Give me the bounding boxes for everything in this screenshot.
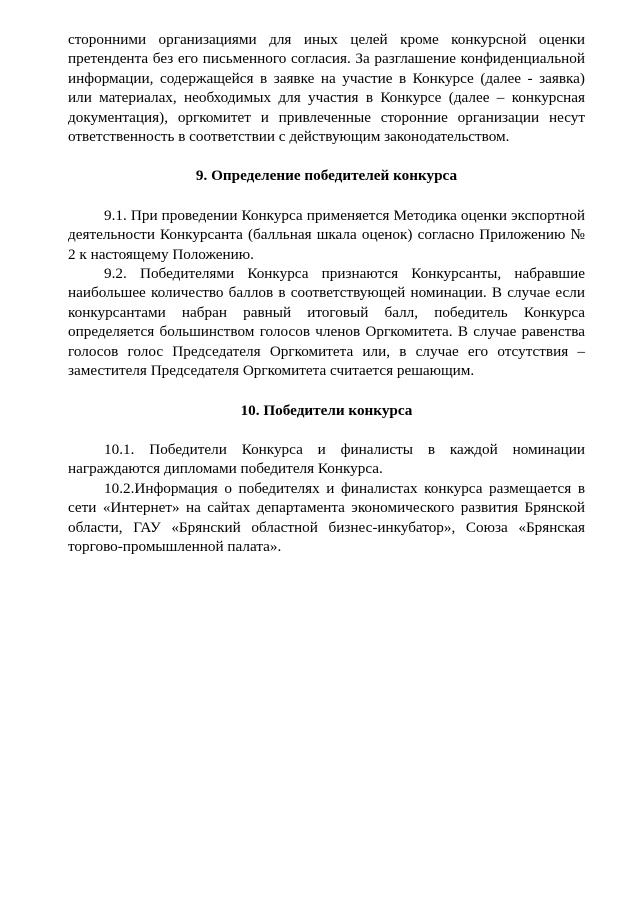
- document-page: [68, 30, 585, 556]
- section-10-heading: 10. Победители конкурса: [240, 401, 413, 419]
- section-9-heading: 9. Определение победителей конкурса: [195, 167, 458, 185]
- paragraph-9-1: 9.1. При проведении Конкурса применяется Методика оценки экспортной деятельности Конкурсанта (балльная шкала оценок) согласно Приложению № 2 к настоящему Положению.: [68, 206, 585, 263]
- paragraph-10-1: 10.1. Победители Конкурса и финалисты в каждой номинации награждаются дипломами победителя Конкурса.: [68, 440, 585, 478]
- paragraph-9-2: 9.2. Победителями Конкурса признаются Конкурсанты, набравшие наибольшее количество баллов в соответствующей номинации. В случае если конкурсантами набран равный итоговый балл, победитель Конкурса определяется большинством голосов членов Оргкомитета. В случае равенства голосов голос Председателя Оргкомитета или, в случае его отсутствия – заместителя Председателя Оргкомитета считается решающим.: [68, 265, 585, 380]
- paragraph-10-2: 10.2.Информация о победителях и финалистах конкурса размещается в сети «Интернет» на сайтах департамента экономического развития Брянской области, ГАУ «Брянский областной бизнес-инкубатор», Союза «Брянская торгово-промышленной палата».: [68, 479, 585, 555]
- intro-paragraph: сторонними организациями для иных целей кроме конкурсной оценки претендента без его письменного согласия. За разглашение конфиденциальной информации, содержащейся в заявке на участие в Конкурсе (далее - заявка) или материалах, необходимых для участия в Конкурсе (далее – конкурсная документация), оргкомитет и привлеченные сторонние организации несут ответственность в соответствии с действующим законодательством.: [68, 31, 585, 146]
